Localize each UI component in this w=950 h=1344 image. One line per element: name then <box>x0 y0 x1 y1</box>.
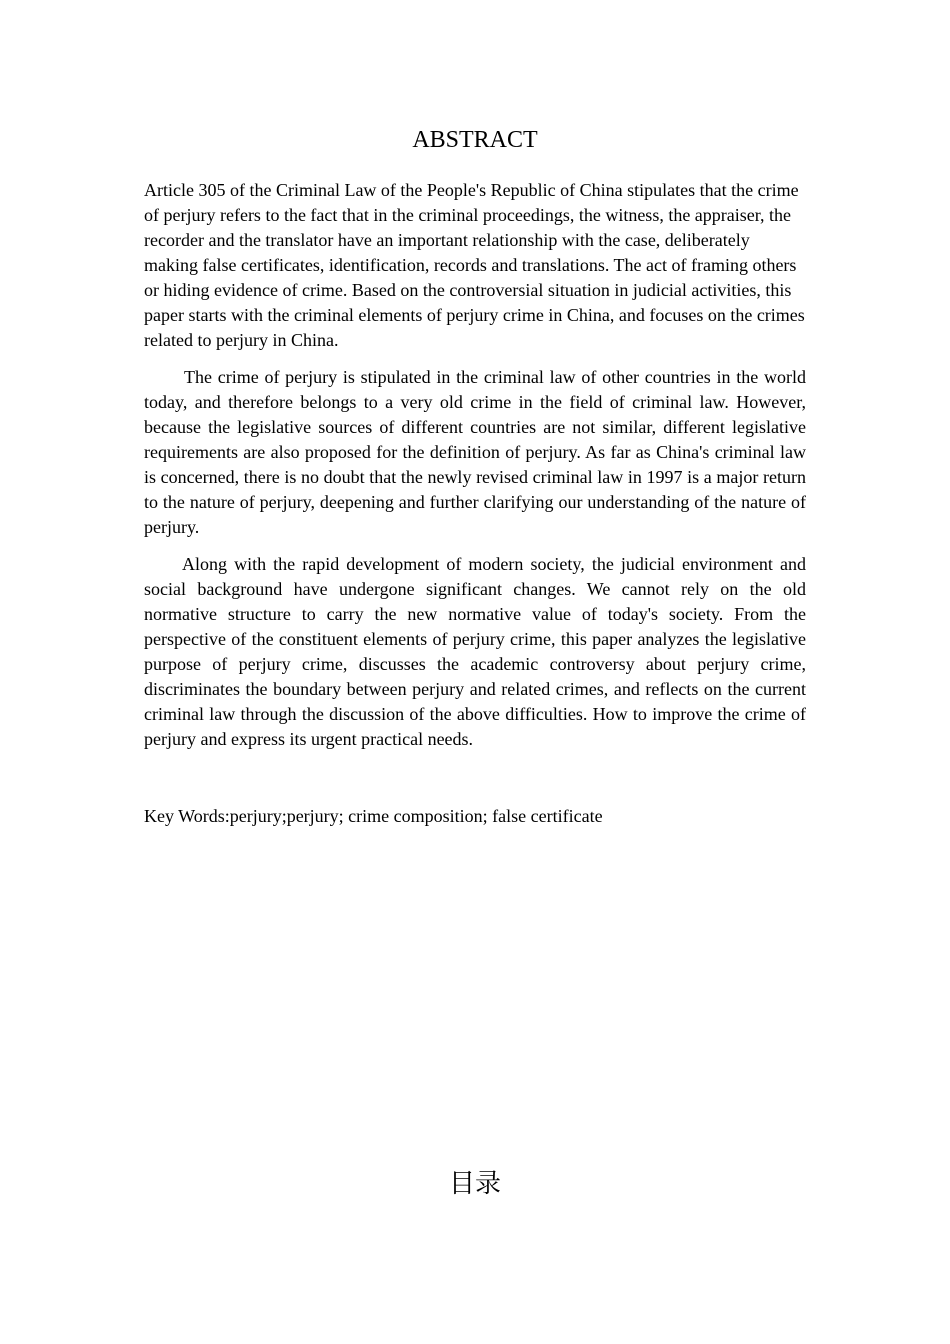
abstract-title: ABSTRACT <box>412 127 538 153</box>
abstract-paragraph-2: The crime of perjury is stipulated in the criminal law of other countries in the world today, and therefore belongs to a very old crime in the field of criminal law. However, because the legislative sources of different countries are not similar, different legislative requirements are also proposed for the definition of perjury. As far as China's criminal law is concerned, there is no doubt that the newly revised criminal law in 1997 is a major return to the nature of perjury, deepening and further clarifying our understanding of the nature of perjury. <box>144 367 806 537</box>
table-of-contents-title: 目录 <box>448 1169 501 1199</box>
keywords-line: Key Words:perjury;perjury; crime composition; false certificate <box>144 806 603 826</box>
abstract-paragraph-3: Along with the rapid development of modern society, the judicial environment and social background have undergone significant changes. We cannot rely on the old normative structure to carry the new normative value of today's society. From the perspective of the constituent elements of perjury crime, this paper analyzes the legislative purpose of perjury crime, discusses the academic controversy about perjury crime, discriminates the boundary between perjury and related crimes, and reflects on the current criminal law through the discussion of the above difficulties. How to improve the crime of perjury and express its urgent practical needs. <box>144 554 806 749</box>
abstract-paragraph-1: Article 305 of the Criminal Law of the People's Republic of China stipulates that the crime of perjury refers to the fact that in the criminal proceedings, the witness, the appraiser, the recorder and the translator have an important relationship with the case, deliberately making false certificates, identification, records and translations. The act of framing others or hiding evidence of crime. Based on the controversial situation in judicial activities, this paper starts with the criminal elements of perjury crime in China, and focuses on the crimes related to perjury in China. <box>144 180 805 350</box>
